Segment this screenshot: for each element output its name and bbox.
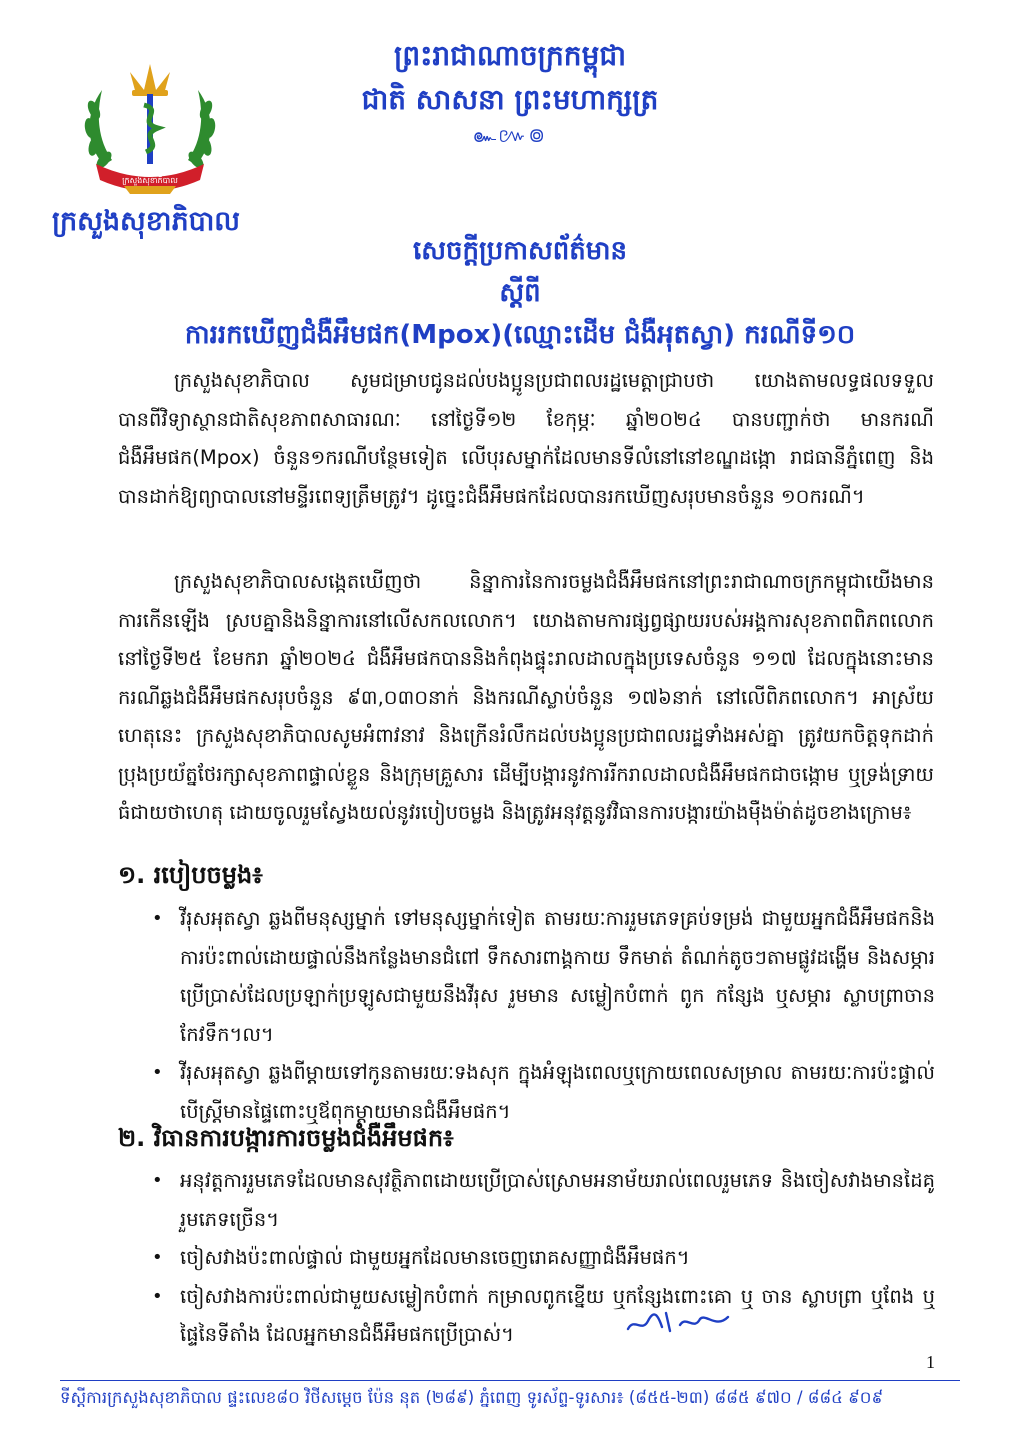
list-item-text: ចៀសវាងការប៉ះពាល់ជាមួយសម្លៀកបំពាក់ កម្រាលពូកខ្នើយ ឬកន្សែងពោះគោ ឬ ចាន ស្លាបព្រា ឬពែង ឬផ្ទៃនៃទីតាំង ដែលអ្នកមានជំងឺអឹមផកប្រើប្រាស់។ — [180, 1284, 935, 1346]
bullet-icon: • — [152, 1285, 163, 1307]
bullet-icon: • — [152, 1062, 163, 1083]
title-line-2: ស្តីពី — [499, 278, 541, 308]
kingdom-header — [340, 34, 680, 148]
crown-icon — [130, 64, 170, 96]
paragraph-1 — [118, 362, 934, 516]
section-1-list — [150, 900, 935, 1131]
paragraph-2 — [118, 563, 934, 833]
list-item — [150, 900, 935, 1054]
bullet-icon: • — [152, 1170, 163, 1191]
ornament: ๛៚៙ — [472, 123, 548, 147]
section-1-heading: ១. របៀបចម្លង៖ — [118, 861, 263, 889]
document-title — [160, 230, 880, 356]
list-item — [150, 1239, 935, 1278]
page-number: 1 — [926, 1352, 935, 1372]
section-2-heading: ២. វិធានការបង្ការការចម្លងជំងឺអឹមផក៖ — [118, 1124, 454, 1152]
initials-signature-icon — [624, 1307, 734, 1337]
title-line-1: សេចក្តីប្រកាសព័ត៌មាន — [412, 236, 628, 266]
list-item — [150, 1054, 935, 1131]
logo-ribbon-text: ក្រសួងសុខាភិបាល — [122, 176, 178, 185]
paragraph-2-text: ក្រសួងសុខាភិបាលសង្កេតឃើញថា និន្នាការនៃការចម្លងជំងឺអឹមផកនៅព្រះរាជាណាចក្រកម្ពុជាយើងមានការកើនឡើង ស្របគ្នានិងនិន្នាការនៅលើសកលលោក។ យោងតាមការផ្សព្វផ្សាយរបស់អង្គការសុខភាពពិភពលោក នៅថ្ងៃទី២៥ ខែមករា ឆ្នាំ២០២៤ ជំងឺអឹមផកបាននិងកំពុងផ្ទុះរាលដាលក្នុងប្រទេសចំនួន ១១៧ ដែលក្នុងនោះមានករណីឆ្លងជំងឺអឹមផកសរុបចំនួន ៩៣,០៣០នាក់ និងករណីស្លាប់ចំនួន ១៧៦នាក់ នៅលើពិភពលោក។ អាស្រ័យហេតុនេះ ក្រសួងសុខាភិបាលសូមអំពាវនាវ និងក្រើនរំលឹកដល់បងប្អូនប្រជាពលរដ្ឋទាំងអស់គ្នា ត្រូវយកចិត្តទុកដាក់ប្រុងប្រយ័ត្នថែរក្សាសុខភាពផ្ទាល់ខ្លួន និងក្រុមគ្រួសារ ដើម្បីបង្ការនូវការរីករាលដាលជំងឺអឹមផកជាចង្កោម ឬទ្រង់ទ្រាយធំជាយថាហេតុ ដោយចូលរួមស្វែងយល់នូវរបៀបចម្លង និងត្រូវអនុវត្តនូវវិធានការបង្ការយ៉ាងម៉ឺងម៉ាត់ដូចខាងក្រោម៖ — [118, 570, 934, 824]
list-item-text: ចៀសវាងប៉ះពាល់ផ្ទាល់ ជាមួយអ្នកដែលមានចេញរោគសញ្ញាជំងឺអឹមផក។ — [180, 1246, 690, 1269]
bullet-icon: • — [152, 908, 163, 929]
footer-divider — [60, 1380, 960, 1381]
section-2-list — [150, 1162, 935, 1355]
footer-address: ទីស្តីការក្រសួងសុខាភិបាល ផ្ទះលេខ៨០ វិថីសម្តេច ប៉ែន នុត (២៨៩) ភ្នំពេញ ទូរស័ព្ទ-ទូរសារ៖ (៨៥៥-២៣) ៨៨៥ ៩៧០ / ៨៨៤ ៩០៩ — [60, 1388, 884, 1407]
list-item — [150, 1278, 935, 1355]
paragraph-1-text: ក្រសួងសុខាភិបាល សូមជម្រាបជូនដល់បងប្អូនប្រជាពលរដ្ឋមេត្តាជ្រាបថា យោងតាមលទ្ធផលទទួលបានពីវិទ្យាស្ថានជាតិសុខភាពសាធារណៈ នៅថ្ងៃទី១២ ខែកុម្ភៈ ឆ្នាំ២០២៤ បានបញ្ជាក់ថា មានករណីជំងឺអឹមផក(Mpox) ចំនួន១ករណីបន្ថែមទៀត លើបុរសម្នាក់ដែលមានទីលំនៅនៅខណ្ឌដង្កោ រាជធានីភ្នំពេញ និងបានដាក់ឱ្យព្យាបាលនៅមន្ទីរពេទ្យត្រឹមត្រូវ។ ដូច្នេះជំងឺអឹមផកដែលបានរកឃើញសរុបមានចំនួន ១០ករណី។ — [118, 369, 934, 508]
national-motto: ជាតិ សាសនា ព្រះមហាក្សត្រ — [361, 83, 659, 116]
ministry-logo — [74, 60, 226, 200]
title-line-3: ការរកឃើញជំងឺអឹមផក(Mpox)(ឈ្មោះដើម ជំងឺអុតស្វា) ករណីទី១០ — [184, 320, 856, 350]
bullet-icon: • — [152, 1247, 163, 1268]
list-item-text: វីរុសអុតស្វា ឆ្លងពីម្តាយទៅកូនតាមរយៈទងសុក ក្នុងអំឡុងពេលឬក្រោយពេលសម្រាល តាមរយៈការប៉ះផ្ទាល់ បើស្ត្រីមានផ្ទៃពោះឬឪពុកម្តាយមានជំងឺអឹមផក។ — [180, 1061, 935, 1123]
list-item-text: វីរុសអុតស្វា ឆ្លងពីមនុស្សម្នាក់ ទៅមនុស្សម្នាក់ទៀត តាមរយៈការរួមភេទគ្រប់ទម្រង់ ជាមួយអ្នកជំងឺអឹមផកនិងការប៉ះពាល់ដោយផ្ទាល់នឹងកន្លែងមានជំពៅ ទឹកសារពាង្គកាយ ទឹកមាត់ តំណក់តូចៗតាមផ្លូវដង្ហើម និងសម្ភារប្រើប្រាស់ដែលប្រឡាក់ប្រឡូសជាមួយនឹងវីរុស រួមមាន សម្លៀកបំពាក់ ពូក កន្សែង ឬសម្ភារ ស្លាបព្រាចាន កែវទឹក។ល។ — [180, 907, 935, 1046]
list-item — [150, 1162, 935, 1239]
ministry-name: ក្រសួងសុខាភិបាល — [52, 206, 240, 237]
list-item-text: អនុវត្តការរួមភេទដែលមានសុវត្ថិភាពដោយប្រើប្រាស់ស្រោមអនាម័យរាល់ពេលរួមភេទ និងចៀសវាងមានដៃគូរួមភេទច្រើន។ — [180, 1169, 935, 1231]
kingdom-title: ព្រះរាជាណាចក្រកម្ពុជា — [393, 39, 626, 72]
